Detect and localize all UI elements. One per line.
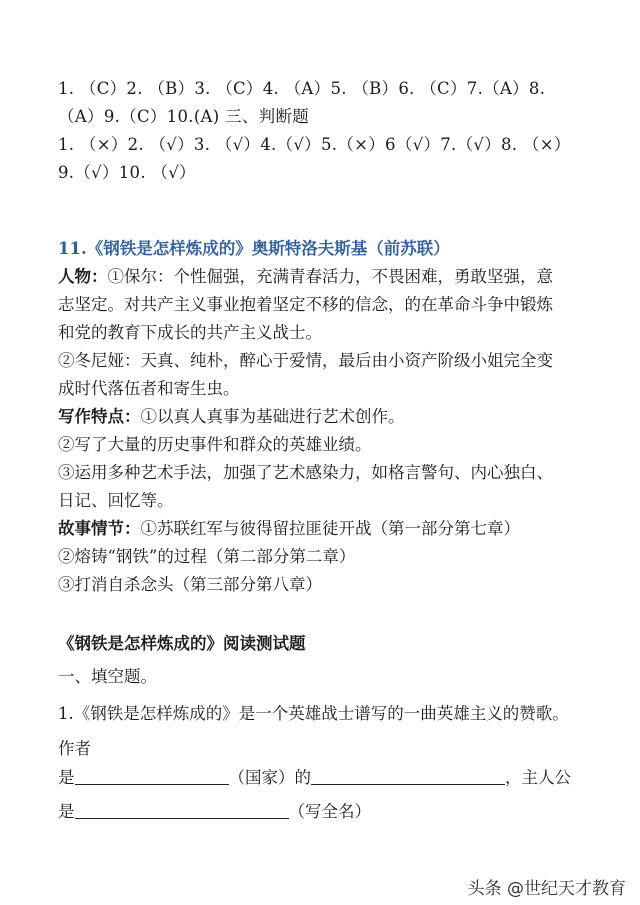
test-title: 《钢铁是怎样炼成的》阅读测试题 [58,634,306,653]
writing-features-line-1 [58,406,618,428]
characters-line-4: ②冬尼娅：天真、纯朴，醉心于爱情，最后由小资产阶级小姐完全变 [58,351,553,370]
choice-answers-line-2 [58,106,618,128]
fullname-label: （写全名） [288,802,371,821]
shi-label-1: 是 [58,768,75,787]
writing-features-text: ①以真人真事为基础进行艺术创作。 [140,407,405,426]
characters-line-1 [58,266,618,288]
characters-line-3: 和党的教育下成长的共产主义战士。 [58,323,322,342]
characters-text: ①保尔：个性倔强，充满青春活力，不畏困难，勇敢坚强，意 [107,267,553,286]
blank-author-country[interactable] [75,766,229,785]
question-1: 1.《钢铁是怎样炼成的》是一个英雄战士谱写的一曲英雄主义的赞歌。 [58,704,569,723]
hero-label: ，主人公 [505,768,571,787]
judgement-answers-line-2: 9.（√）10. （√） [58,163,196,182]
blank-author-name[interactable] [311,766,505,785]
question-1-blank-line-2 [58,800,618,823]
watermark: 头条 @世纪天才教育 [467,879,626,899]
section-11-title: 11.《钢铁是怎样炼成的》奥斯特洛夫斯基（前苏联） [58,239,450,258]
characters-line-2: 志坚定。对共产主义事业抱着坚定不移的信念，的在革命斗争中锻炼 [58,295,553,314]
plot-line-2: ②熔铸“钢铁”的过程（第二部分第二章） [58,547,356,566]
writing-features-line-4: 日记、回忆等。 [58,491,174,510]
question-1-author: 作者 [58,739,91,758]
choice-answers-line-1: 1. （C）2. （B）3. （C）4. （A）5. （B）6. （C）7.（A）8. [58,79,546,98]
judgement-answers-line-1: 1. （×）2. （√）3. （√）4.（√）5.（×）6（√）7.（√）8. （×） [58,135,571,154]
judgement-section-heading: 三、判断题 [225,107,310,126]
plot-label: 故事情节： [58,519,141,538]
choice-answers-tail: （A）9.（C）10.(A) [58,107,220,126]
shi-label-2: 是 [58,802,75,821]
writing-features-line-2: ②写了大量的历史事件和群众的英雄业绩。 [58,435,372,454]
question-1-blank-line-1 [58,766,618,789]
blank-protagonist-name[interactable] [75,800,289,819]
characters-label: 人物： [58,267,108,286]
plot-line-3: ③打消自杀念头（第三部分第八章） [58,575,322,594]
plot-line-1 [58,518,618,540]
plot-text: ①苏联红军与彼得留拉匪徒开战（第一部分第七章） [140,519,520,538]
characters-line-5: 成时代落伍者和寄生虫。 [58,379,240,398]
fill-in-heading: 一、填空题。 [58,667,157,686]
writing-features-line-3: ③运用多种艺术手法，加强了艺术感染力，如格言警句、内心独白、 [58,463,553,482]
country-label: （国家）的 [228,768,311,787]
writing-features-label: 写作特点： [58,407,141,426]
